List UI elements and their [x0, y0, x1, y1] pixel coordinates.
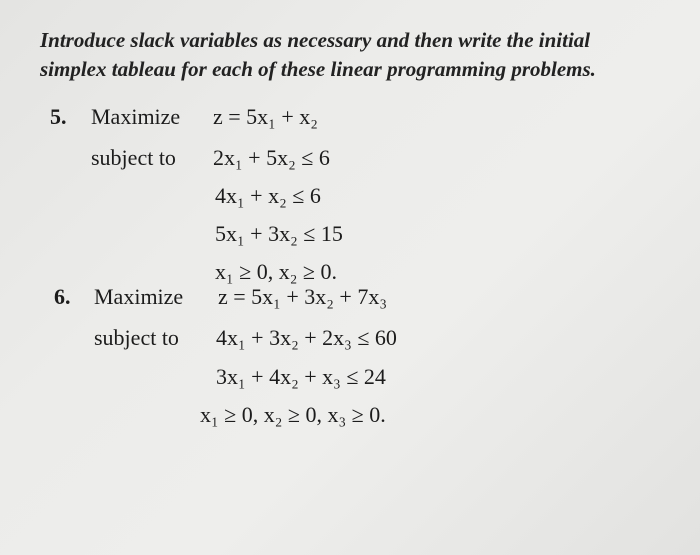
constraint-3: 5x₁ + 3x₂ ≤ 15 [215, 221, 343, 246]
constraint-2: 3x₁ + 4x₂ + x₃ ≤ 24 [216, 364, 386, 389]
objective-label: Maximize [91, 104, 181, 129]
instructions-line-1: Introduce slack variables as necessary and then write the initial [40, 28, 591, 52]
constraint-label: subject to [94, 325, 179, 350]
objective-function: z = 5x₁ + x₂ [213, 104, 318, 129]
objective-function: z = 5x₁ + 3x₂ + 7x₃ [218, 284, 387, 309]
objective-label: Maximize [94, 284, 184, 309]
constraint-1: 4x₁ + 3x₂ + 2x₃ ≤ 60 [216, 325, 397, 350]
nonnegativity: x₁ ≥ 0, x₂ ≥ 0. [215, 259, 337, 284]
problem-number: 6. [54, 284, 71, 309]
constraint-2: 4x₁ + x₂ ≤ 6 [215, 183, 321, 208]
instructions [40, 26, 690, 84]
instructions-line-2: simplex tableau for each of these linear programming problems. [40, 57, 596, 81]
nonnegativity: x₁ ≥ 0, x₂ ≥ 0, x₃ ≥ 0. [200, 402, 386, 427]
constraint-label: subject to [91, 145, 176, 170]
constraint-1: 2x₁ + 5x₂ ≤ 6 [213, 145, 330, 170]
problem-number: 5. [50, 104, 67, 129]
